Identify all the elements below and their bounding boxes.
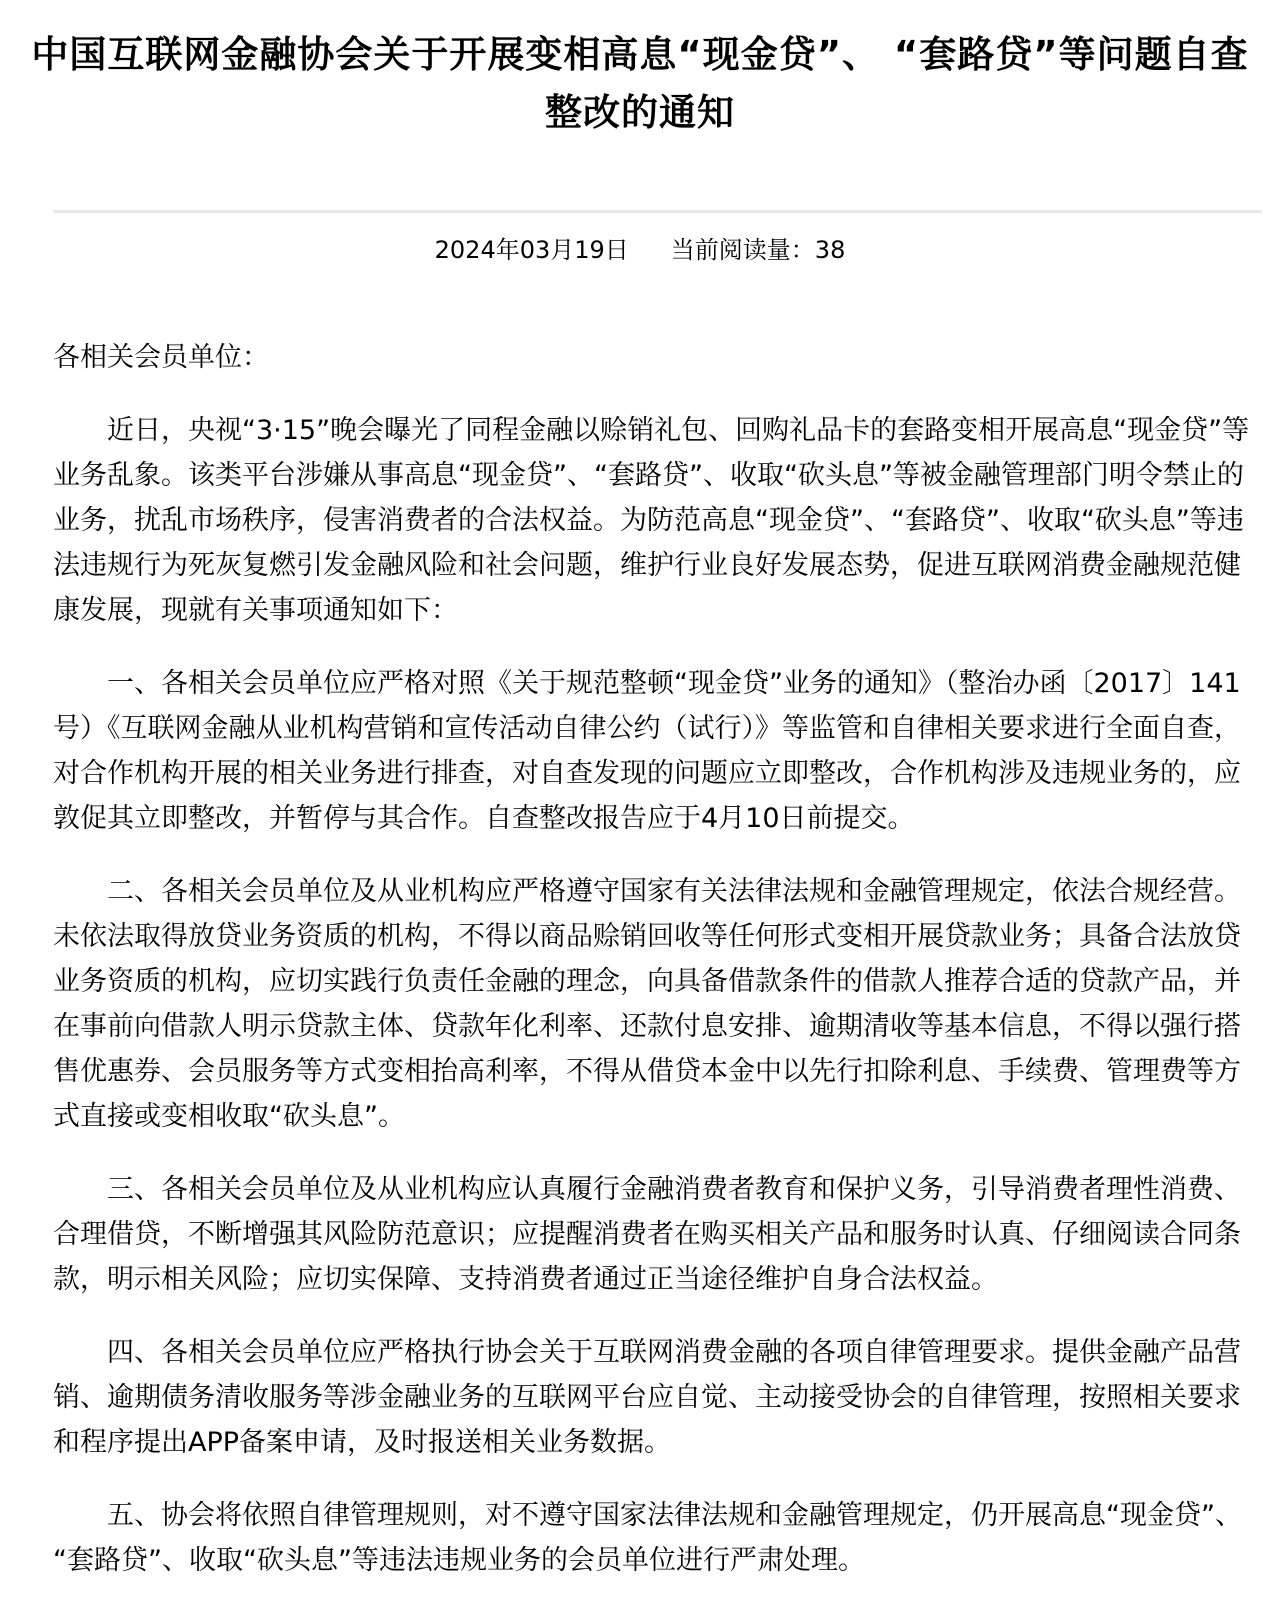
page-title: 中国互联网金融协会关于开展变相高息“现金贷”、 “套路贷”等问题自查整改的通知 [31, 33, 1249, 134]
article-paragraph: 五、协会将依照自律管理规则，对不遵守国家法律法规和金融管理规定，仍开展高息“现金贷”、“套路贷”、收取“砍头息”等违法违规业务的会员单位进行严肃处理。 [53, 1500, 1242, 1576]
meta-line [0, 235, 1280, 265]
article-paragraph: 近日，央视“3·15”晚会曝光了同程金融以赊销礼包、回购礼品卡的套路变相开展高息“现金贷”等业务乱象。该类平台涉嫌从事高息“现金贷”、“套路贷”、收取“砍头息”等被金融管理部门明令禁止的业务，扰乱市场秩序，侵害消费者的合法权益。为防范高息“现金贷”、“套路贷”、收取“砍头息”等违法违规行为死灰复燃引发金融风险和社会问题，维护行业良好发展态势，促进互联网消费金融规范健康发展，现就有关事项通知如下： [53, 415, 1250, 626]
read-count-label: 当前阅读量： [670, 236, 815, 264]
publish-date: 2024年03月19日 [434, 236, 629, 264]
article-paragraph: 一、各相关会员单位应严格对照《关于规范整顿“现金贷”业务的通知》（整治办函〔2017〕141号）《互联网金融从业机构营销和宣传活动自律公约（试行）》等监管和自律相关要求进行全面自查，对合作机构开展的相关业务进行排查，对自查发现的问题应立即整改，合作机构涉及违规业务的，应敦促其立即整改，并暂停与其合作。自查整改报告应于4月10日前提交。 [53, 668, 1241, 834]
bottom-padding [0, 1583, 1280, 1607]
read-count-value: 38 [814, 236, 846, 264]
article-body [53, 335, 1265, 1583]
salutation: 各相关会员单位： [53, 342, 269, 373]
article-paragraph: 四、各相关会员单位应严格执行协会关于互联网消费金融的各项自律管理要求。提供金融产品营销、逾期债务清收服务等涉金融业务的互联网平台应自觉、主动接受协会的自律管理，按照相关要求和程序提出APP备案申请，及时报送相关业务数据。 [53, 1337, 1241, 1458]
article-paragraph: 三、各相关会员单位及从业机构应认真履行金融消费者教育和保护义务，引导消费者理性消费、合理借贷，不断增强其风险防范意识；应提醒消费者在购买相关产品和服务时认真、仔细阅读合同条款，明示相关风险；应切实保障、支持消费者通过正当途径维护自身合法权益。 [53, 1174, 1241, 1295]
section-divider [53, 210, 1262, 213]
article-paragraph: 二、各相关会员单位及从业机构应严格遵守国家有关法律法规和金融管理规定，依法合规经营。未依法取得放贷业务资质的机构，不得以商品赊销回收等任何形式变相开展贷款业务；具备合法放贷业务资质的机构，应切实践行负责任金融的理念，向具备借款条件的借款人推荐合适的贷款产品，并在事前向借款人明示贷款主体、贷款年化利率、还款付息安排、逾期清收等基本信息，不得以强行搭售优惠券、会员服务等方式变相抬高利率，不得从借贷本金中以先行扣除利息、手续费、管理费等方式直接或变相收取“砍头息”。 [53, 876, 1241, 1132]
